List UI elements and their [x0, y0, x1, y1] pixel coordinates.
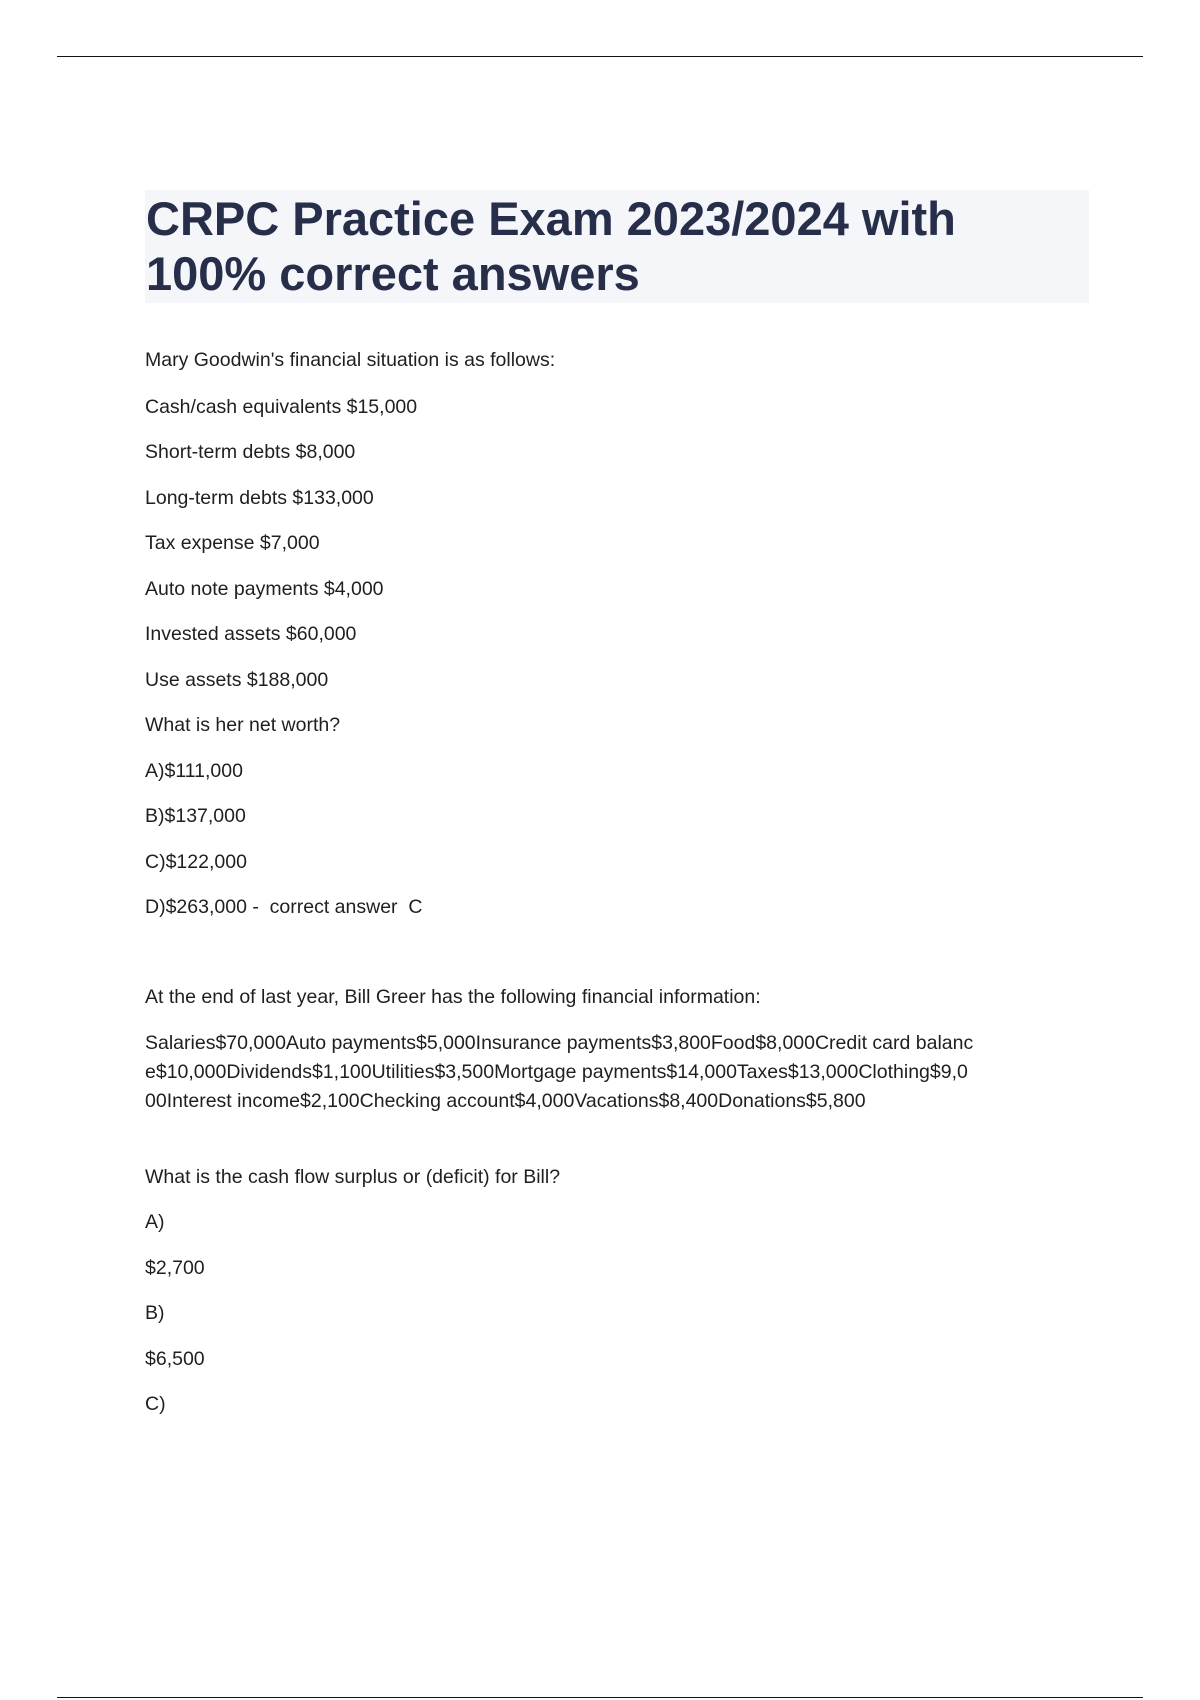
- question1-option-b: B)$137,000: [145, 805, 246, 827]
- bottom-rule: [57, 1697, 1143, 1698]
- question2-intro: At the end of last year, Bill Greer has the following financial information:: [145, 986, 761, 1008]
- question1-option-c: C)$122,000: [145, 851, 247, 873]
- document-title: CRPC Practice Exam 2023/2024 with 100% correct answers: [146, 192, 956, 300]
- question1-item-use-assets: Use assets $188,000: [145, 669, 329, 691]
- question1-option-d-answer: D)$263,000 - correct answer C: [145, 896, 423, 918]
- question2-option-b-label: B): [145, 1302, 165, 1324]
- question1-item-auto-note: Auto note payments $4,000: [145, 578, 384, 600]
- top-rule: [57, 56, 1143, 57]
- title-banner: [145, 190, 1089, 303]
- question2-option-b-value: $6,500: [145, 1348, 205, 1370]
- question1-item-long-term-debts: Long-term debts $133,000: [145, 487, 374, 509]
- question1-option-a: A)$111,000: [145, 760, 243, 782]
- question2-prompt: What is the cash flow surplus or (deficit) for Bill?: [145, 1166, 561, 1188]
- question2-details: Salaries$70,000Auto payments$5,000Insurance payments$3,800Food$8,000Credit card balance$10,000Dividends$1,100Utilities$3,500Mortgage payments$14,000Taxes$13,000Clothing$9,000Interest income$2,100Checking account$4,000Vacations$8,400Donations$5,800: [145, 1032, 974, 1112]
- question2-option-a-value: $2,700: [145, 1257, 205, 1279]
- question1-prompt: What is her net worth?: [145, 714, 341, 736]
- question1-intro: Mary Goodwin's financial situation is as follows:: [145, 349, 556, 371]
- question1-item-short-term-debts: Short-term debts $8,000: [145, 441, 356, 463]
- question2-option-c-label: C): [145, 1393, 166, 1415]
- question2-option-a-label: A): [145, 1211, 165, 1233]
- question1-item-tax-expense: Tax expense $7,000: [145, 532, 320, 554]
- question1-item-cash: Cash/cash equivalents $15,000: [145, 396, 418, 418]
- question1-item-invested-assets: Invested assets $60,000: [145, 623, 357, 645]
